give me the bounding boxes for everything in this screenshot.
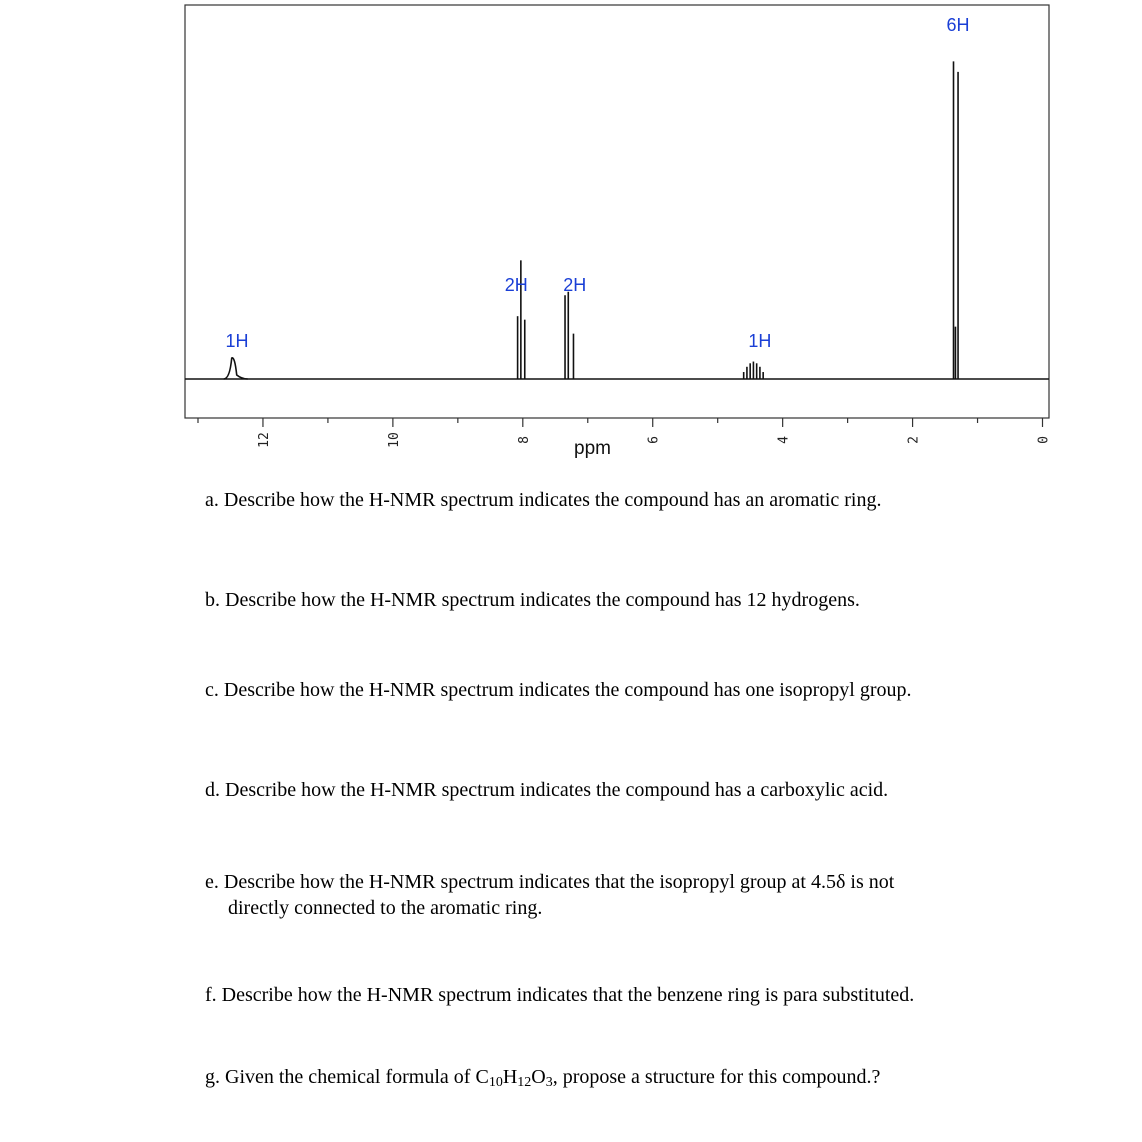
integration-labels	[225, 15, 969, 351]
x-axis-label: ppm	[574, 438, 611, 459]
x-tick-label-6: 6	[646, 436, 662, 444]
formula-h-count: 12	[517, 1075, 532, 1090]
integration-label-0: 1H	[225, 331, 249, 351]
peak-0	[224, 358, 248, 379]
formula-c-count: 10	[488, 1075, 503, 1090]
integration-label-4: 6H	[946, 15, 970, 35]
formula-o-count: 3	[545, 1075, 553, 1090]
question-d: d. Describe how the H-NMR spectrum indicates the compound has a carboxylic acid.	[205, 779, 889, 801]
x-tick-label-12: 12	[256, 432, 272, 448]
integration-label-2: 2H	[563, 275, 587, 295]
integration-label-1: 2H	[504, 275, 528, 295]
question-g-suffix: , propose a structure for this compound.?	[552, 1066, 881, 1088]
integration-label-3: 1H	[748, 331, 772, 351]
nmr-spectrum-chart	[0, 0, 1142, 470]
formula-o: O	[531, 1066, 546, 1088]
formula-h: H	[502, 1066, 518, 1088]
x-tick-label-10: 10	[386, 432, 402, 448]
question-e-continuation: directly connected to the aromatic ring.	[228, 897, 543, 919]
question-g-prefix: g. Given the chemical formula of C	[205, 1066, 489, 1088]
plot-frame	[185, 5, 1049, 418]
question-e: e. Describe how the H-NMR spectrum indicates that the isopropyl group at 4.5δ is not	[205, 871, 895, 893]
x-axis	[198, 418, 1052, 448]
question-g	[205, 1065, 880, 1089]
peaks-layer	[224, 61, 958, 379]
x-tick-label-4: 4	[776, 436, 792, 444]
question-f: f. Describe how the H-NMR spectrum indicates that the benzene ring is para substituted.	[205, 984, 915, 1006]
x-tick-label-2: 2	[906, 436, 922, 444]
question-b: b. Describe how the H-NMR spectrum indicates the compound has 12 hydrogens.	[205, 589, 860, 611]
question-c: c. Describe how the H-NMR spectrum indicates the compound has one isopropyl group.	[205, 679, 912, 701]
question-a: a. Describe how the H-NMR spectrum indicates the compound has an aromatic ring.	[205, 489, 882, 511]
x-tick-label-0: 0	[1036, 436, 1052, 444]
x-tick-label-8: 8	[516, 436, 532, 444]
